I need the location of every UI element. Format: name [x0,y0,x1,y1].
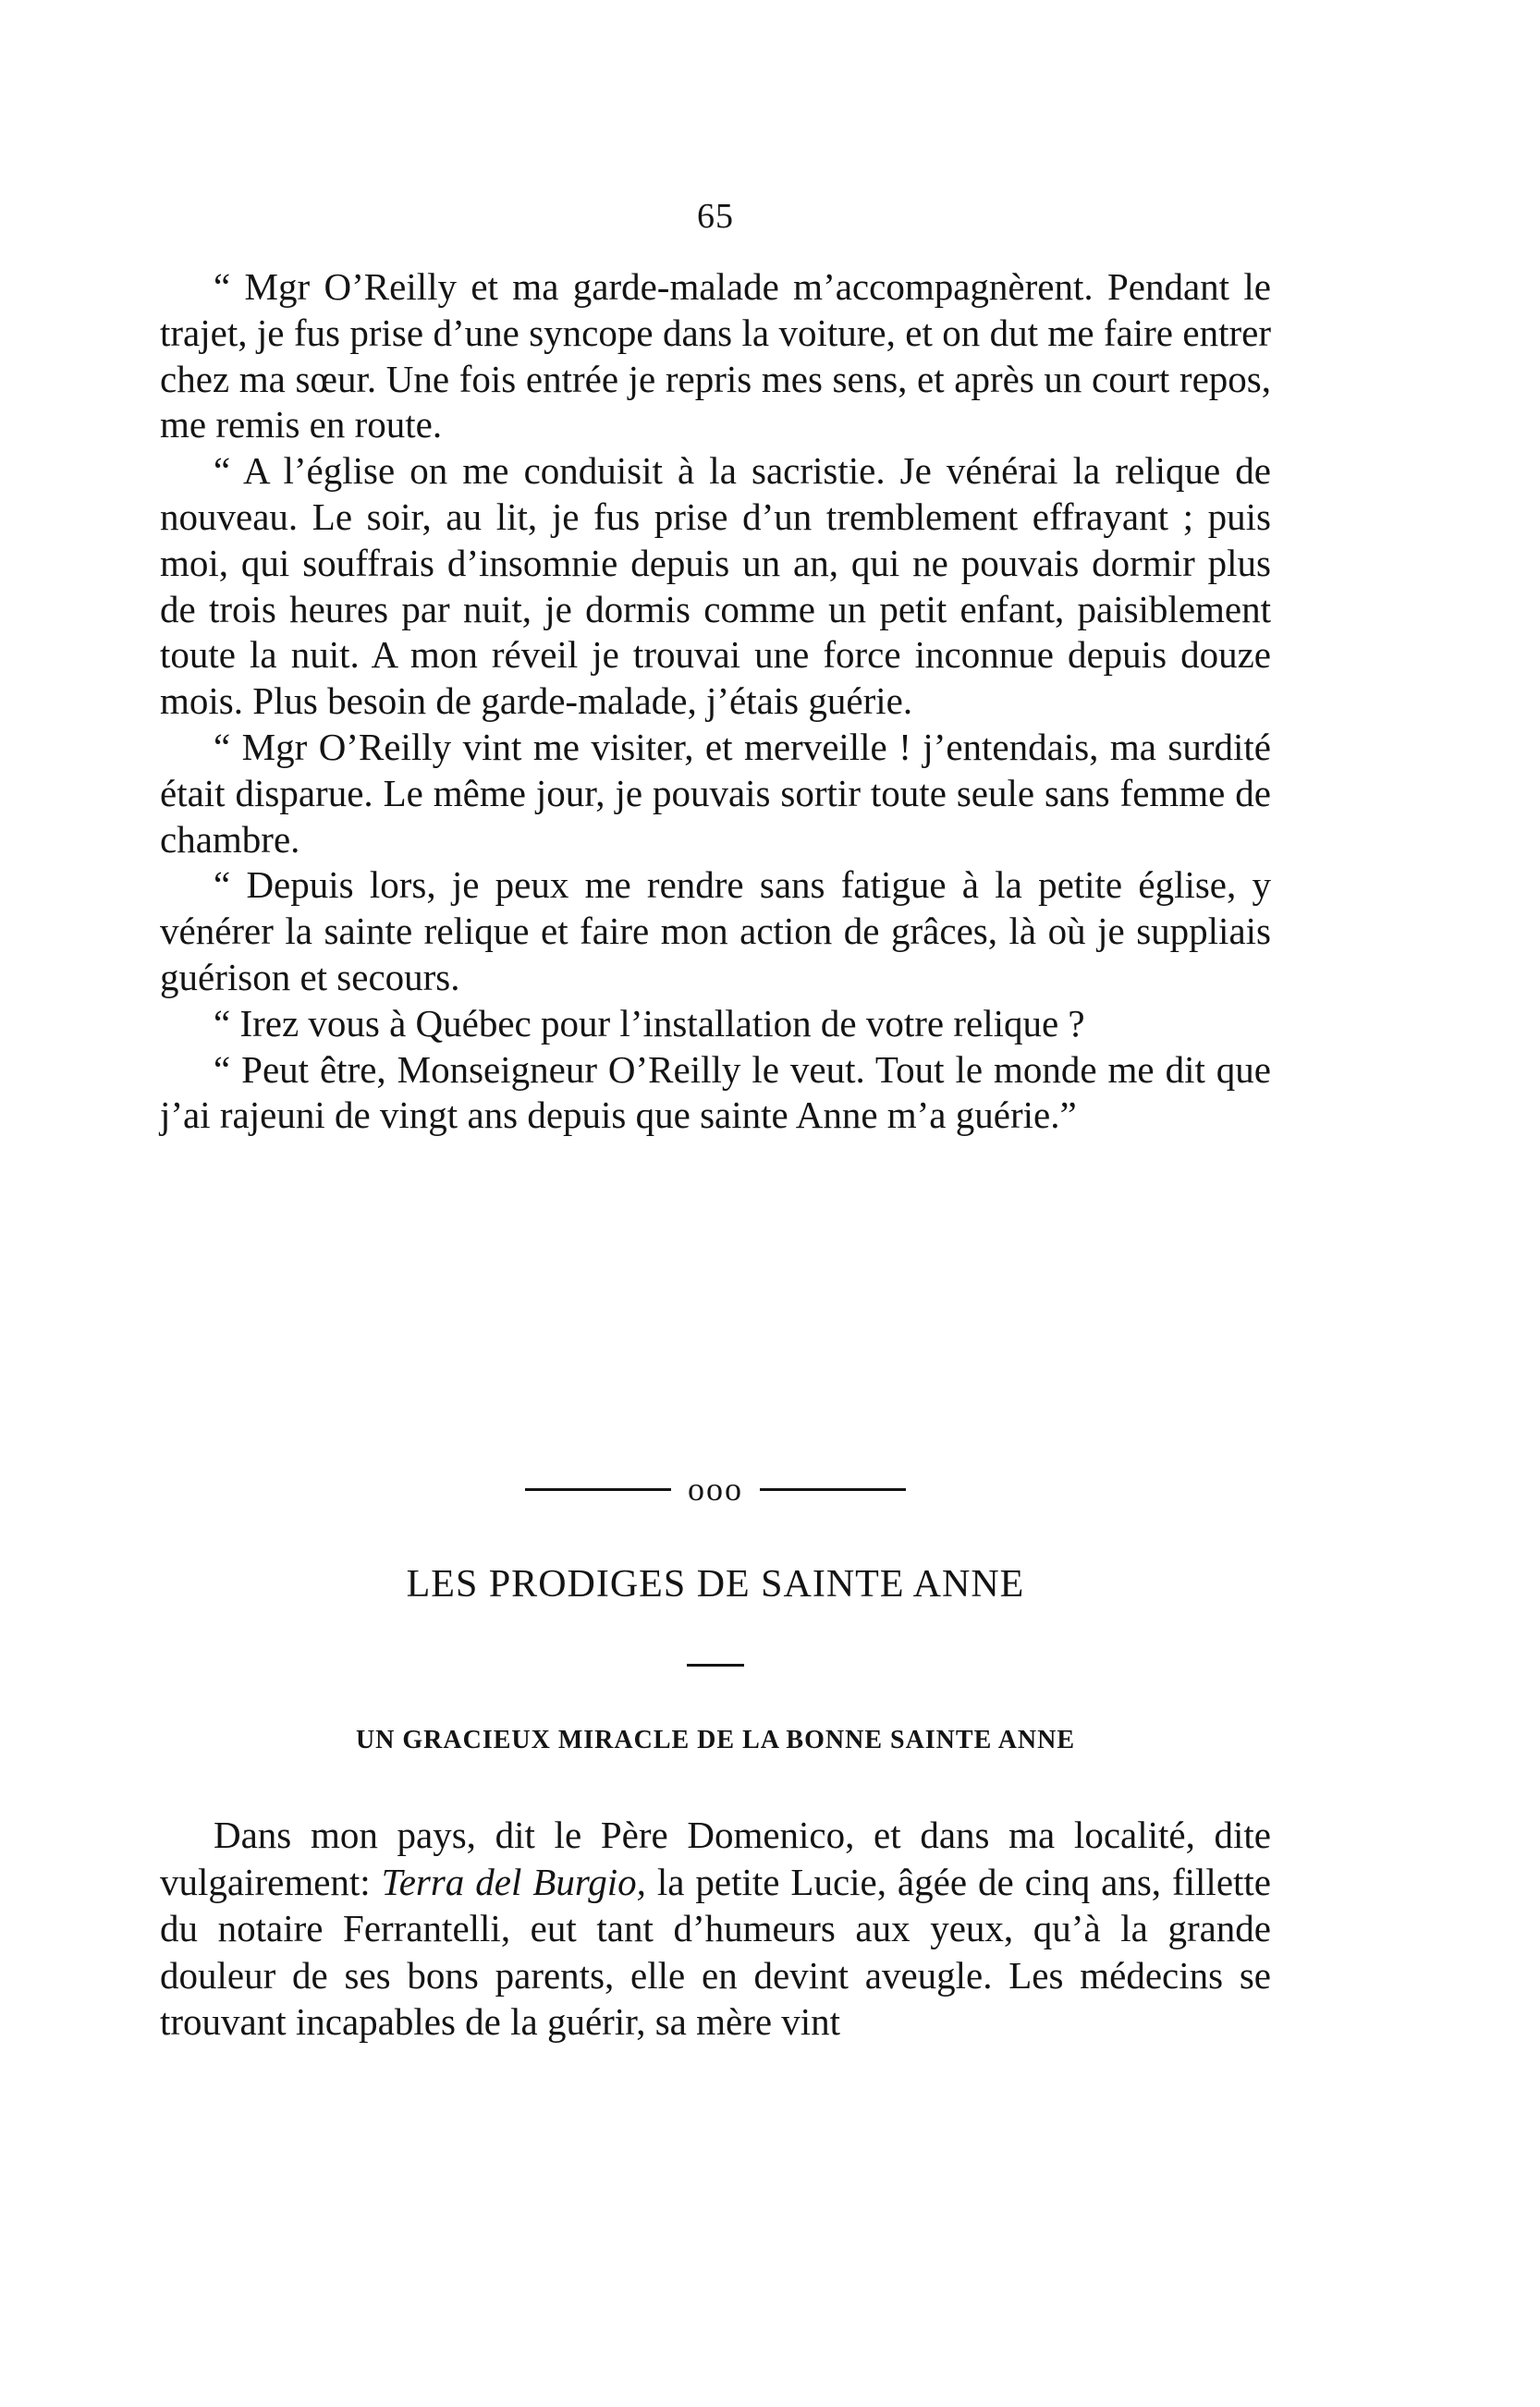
page-number: 65 [697,197,734,236]
place-name: Terra del Burgio, [381,1860,646,1903]
section-title: LES PRODIGES DE SAINTE ANNE [406,1563,1025,1606]
title-rule [687,1664,744,1667]
separator-rule-left [525,1488,671,1491]
paragraph: “ Peut être, Monseigneur O’Reilly le veut. Tout le monde me dit que j’ai rajeuni de vingt ans depuis que sainte Anne m’a guérie.” [160,1047,1271,1137]
paragraph-end: la petite Lucie, âgée de cinq ans, fillette du notaire Ferrantelli, eut tant d’humeurs aux yeux, qu’à la grande douleur de ses bons parents, elle en devint aveugle. Les médecins se trouvant incapables de la guérir, sa mère vint [160,1860,1272,2044]
paragraph: “ Depuis lors, je peux me rendre sans fatigue à la petite église, y vénérer la sainte relique et faire mon action de grâces, là où je suppliais guérison et secours. [160,863,1271,998]
separator-rule-right [760,1488,906,1491]
paragraph: “ Irez vous à Québec pour l’installation de votre relique ? [214,1001,1085,1045]
miracle-text [160,1812,1271,2046]
book-page [160,0,1271,2407]
paragraph: “ A l’église on me conduisit à la sacristie. Je vénérai la relique de nouveau. Le soir, au lit, je fus prise d’un tremblement effrayant ; puis moi, qui souffrais d’insomnie depuis un an, qui ne pouvais dormir plus de trois heures par nuit, je dormis comme un petit enfant, paisiblement toute la nuit. A mon réveil je trouvai une force inconnue depuis douze mois. Plus besoin de garde-malade, j’étais guérie. [160,449,1271,723]
section-separator [160,1470,1271,1509]
paragraph: “ Mgr O’Reilly vint me visiter, et merveille ! j’entendais, ma surdité était disparue. Le même jour, je pouvais sortir toute seule sans femme de chambre. [160,725,1271,861]
paragraph [160,1812,1271,2046]
paragraph-start: Dans mon pays, dit le Père Domenico, et dans ma localité, dite vulgairement: [160,1814,1271,1903]
separator-mark: ooo [688,1471,743,1508]
section-subtitle: UN GRACIEUX MIRACLE DE LA BONNE SAINTE ANNE [355,1726,1076,1754]
testimony-text [160,264,1271,1139]
paragraph: “ Mgr O’Reilly et ma garde-malade m’accompagnèrent. Pendant le trajet, je fus prise d’une syncope dans la voiture, et on dut me faire entrer chez ma sœur. Une fois entrée je repris mes sens, et après un court repos, me remis en route. [160,265,1271,446]
